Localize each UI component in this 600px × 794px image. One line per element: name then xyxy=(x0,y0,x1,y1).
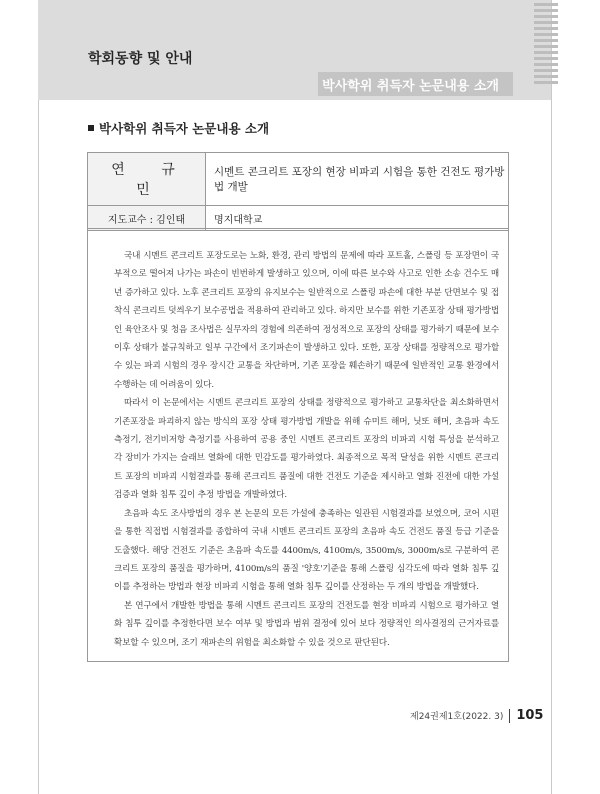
page-footer xyxy=(410,708,543,723)
section-heading-text: 박사학위 취득자 논문내용 소개 xyxy=(99,121,270,136)
info-table xyxy=(87,152,509,231)
researcher-label: 연 규 민 xyxy=(88,153,206,206)
thesis-title: 시멘트 콘크리트 포장의 현장 비파괴 시험을 통한 건전도 평가방법 개발 xyxy=(206,153,509,206)
footer-separator xyxy=(509,709,510,723)
advisor-label: 지도교수 : 김인태 xyxy=(88,206,206,231)
header-subtitle-bar xyxy=(318,72,513,96)
abstract-paragraph: 따라서 이 논문에서는 시멘트 콘크리트 포장의 상태를 정량적으로 평가하고 교통차단을 최소화하면서 기존포장을 파괴하지 않는 방식의 포장 상태 평가방법 개발을 위해 슈미트 해머, 닛또 해머, 초음파 속도 측정기, 전기비저항 측정기를 사용하여 공용 중인 시멘트 콘크리트 포장의 비파괴 시험 특성을 분석하고 각 장비가 가지는 슬래브 열화에 대한 민감도를 평가하였다. 최종적으로 목적 달성을 위한 시멘트 콘크리트 포장의 비파괴 시험결과를 통해 콘크리트 품질에 대한 건전도 기준을 제시하고 열화 진전에 대한 가설검증과 열화 침투 깊이 추정 방법을 개발하였다. xyxy=(114,398,499,501)
square-bullet-icon xyxy=(88,125,94,131)
header-stripes xyxy=(534,0,558,100)
abstract-box xyxy=(87,228,509,662)
page-number: 105 xyxy=(516,708,544,723)
abstract-paragraph: 본 연구에서 개발한 방법을 통해 시멘트 콘크리트 포장의 건전도를 현장 비파괴 시험으로 평가하고 열화 침투 깊이를 추정한다면 보수 여부 및 방법과 범위 결정에 있어 보다 정량적인 의사결정의 근거자료를 확보할 수 있으며, 조기 재파손의 위험을 최소화할 수 있을 것으로 판단된다. xyxy=(114,600,499,648)
issue-label: 제24권제1호(2022. 3) xyxy=(410,712,504,722)
abstract-paragraph: 국내 시멘트 콘크리트 포장도로는 노화, 환경, 관리 방법의 문제에 따라 포트홀, 스폴링 등 포장면이 국부적으로 떨어져 나가는 파손이 빈번하게 발생하고 있으며, 이에 따른 보수와 사고로 인한 소송 건수도 매년 증가하고 있다. 노후 콘크리트 포장의 유지보수는 일반적으로 스폴링 파손에 대한 부분 단면보수 및 접착식 콘크리트 덧씌우기 보수공법을 적용하여 관리하고 있다. 하지만 보수를 위한 기존포장 상태 평가방법인 육안조사 및 청음 조사법은 실무자의 경험에 의존하여 정성적으로 포장의 상태를 평가하기 때문에 보수 이후 상태가 불규칙하고 일부 구간에서 조기파손이 발생하고 있다. 또한, 포장 상태를 정량적으로 평가할 수 있는 파괴 시험의 경우 장시간 교통을 차단하며, 기존 포장을 훼손하기 때문에 일반적인 교통 환경에서 수행하는 데 어려움이 있다. xyxy=(114,251,499,390)
section-heading xyxy=(88,119,269,137)
header-title: 학회동향 및 안내 xyxy=(88,51,193,67)
abstract-paragraph: 초음파 속도 조사방법의 경우 본 논문의 모든 가설에 충족하는 일관된 시험결과를 보였으며, 코어 시편을 통한 직접법 시험결과를 종합하여 국내 시멘트 콘크리트 포장의 초음파 속도 건전도 품질 등급 기준을 도출했다. 해당 건전도 기준은 초음파 속도를 4400m/s, 4100m/s, 3500m/s, 3000m/s로 구분하여 콘크리트 포장의 품질을 평가하며, 4100m/s의 품질 '양호'기준을 통해 스폴링 심각도에 따라 열화 침투 깊이를 추정하는 방법과 현장 비파괴 시험을 통해 열화 침투 깊이를 산정하는 두 개의 방법을 개발했다. xyxy=(114,508,499,593)
header-subtitle: 박사학위 취득자 논문내용 소개 xyxy=(322,79,499,94)
university: 명지대학교 xyxy=(206,206,509,231)
